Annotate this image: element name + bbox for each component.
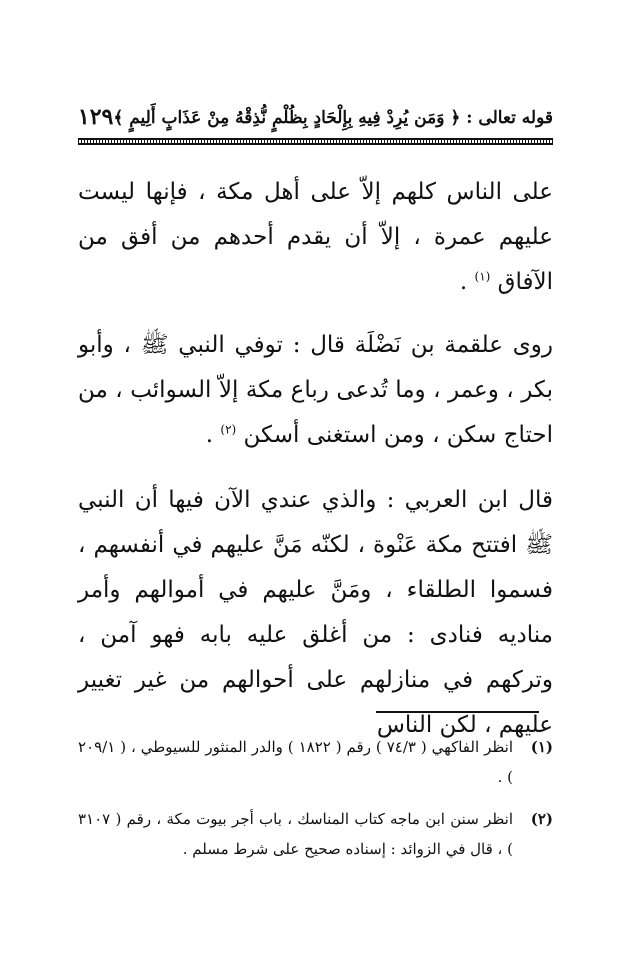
page-number: ١٢٩: [77, 104, 114, 130]
running-title-verse: ﴿ وَمَن يُرِدْ فِيهِ بِإِلْحَادٍ بِظُلْمٍ نُّذِقْهُ مِنْ عَذَابٍ أَلِيمٍ ﴾: [113, 107, 461, 128]
running-title-prefix: قوله تعالى :: [466, 107, 553, 128]
main-text: [78, 170, 553, 748]
paragraph-3: [78, 478, 553, 748]
page-header: [78, 100, 553, 134]
paragraph-2: [78, 323, 553, 458]
header-divider: [78, 138, 553, 145]
paragraph-text: على الناس كلهم إلاّ على أهل مكة ، فإنها ليست عليهم عمرة ، إلاّ أن يقدم أحدهم من أفق من الآفاق: [78, 179, 553, 295]
footnote-2: [78, 804, 553, 864]
footnote-number: (٢): [530, 810, 553, 828]
footnote-reference: (٢): [220, 422, 237, 437]
footnote-1: [78, 732, 553, 792]
footnote-reference: (١): [474, 269, 491, 284]
paragraph-end: .: [459, 269, 475, 295]
footnote-number: (١): [530, 738, 553, 756]
paragraph-text: قال ابن العربي : والذي عندي الآن فيها أن النبي ﷺ افتتح مكة عَنْوة ، لكنّه مَنَّ عليهم في أنفسهم ، فسموا الطلقاء ، ومَنَّ عليهم في أموالهم وأمر مناديه فنادى : من أغلق عليه بابه فهو آمن ، وتركهم في منازلهم على أحوالهم من غير تغيير عليهم ، لكن الناس: [78, 487, 553, 738]
footnotes: [78, 732, 553, 876]
paragraph-text: روى علقمة بن نَضْلَة قال : توفي النبي ﷺ ، وأبو بكر ، وعمر ، وما تُدعى رباع مكة إلاّ السوائب ، من احتاج سكن ، ومن استغنى أسكن: [78, 332, 553, 448]
footnote-text: انظر سنن ابن ماجه كتاب المناسك ، باب أجر بيوت مكة ، رقم ( ٣١٠٧ ) ، قال في الزوائد : إسناده صحيح على شرط مسلم .: [78, 810, 513, 858]
paragraph-end: .: [205, 422, 221, 448]
footnote-divider: [376, 711, 539, 713]
running-title: [113, 107, 553, 128]
paragraph-1: [78, 170, 553, 305]
footnote-text: انظر الفاكهي ( ٧٤/٣ ) رقم ( ١٨٢٢ ) والدر المنثور للسيوطي ، ( ٢٠٩/١ ) .: [78, 738, 513, 786]
